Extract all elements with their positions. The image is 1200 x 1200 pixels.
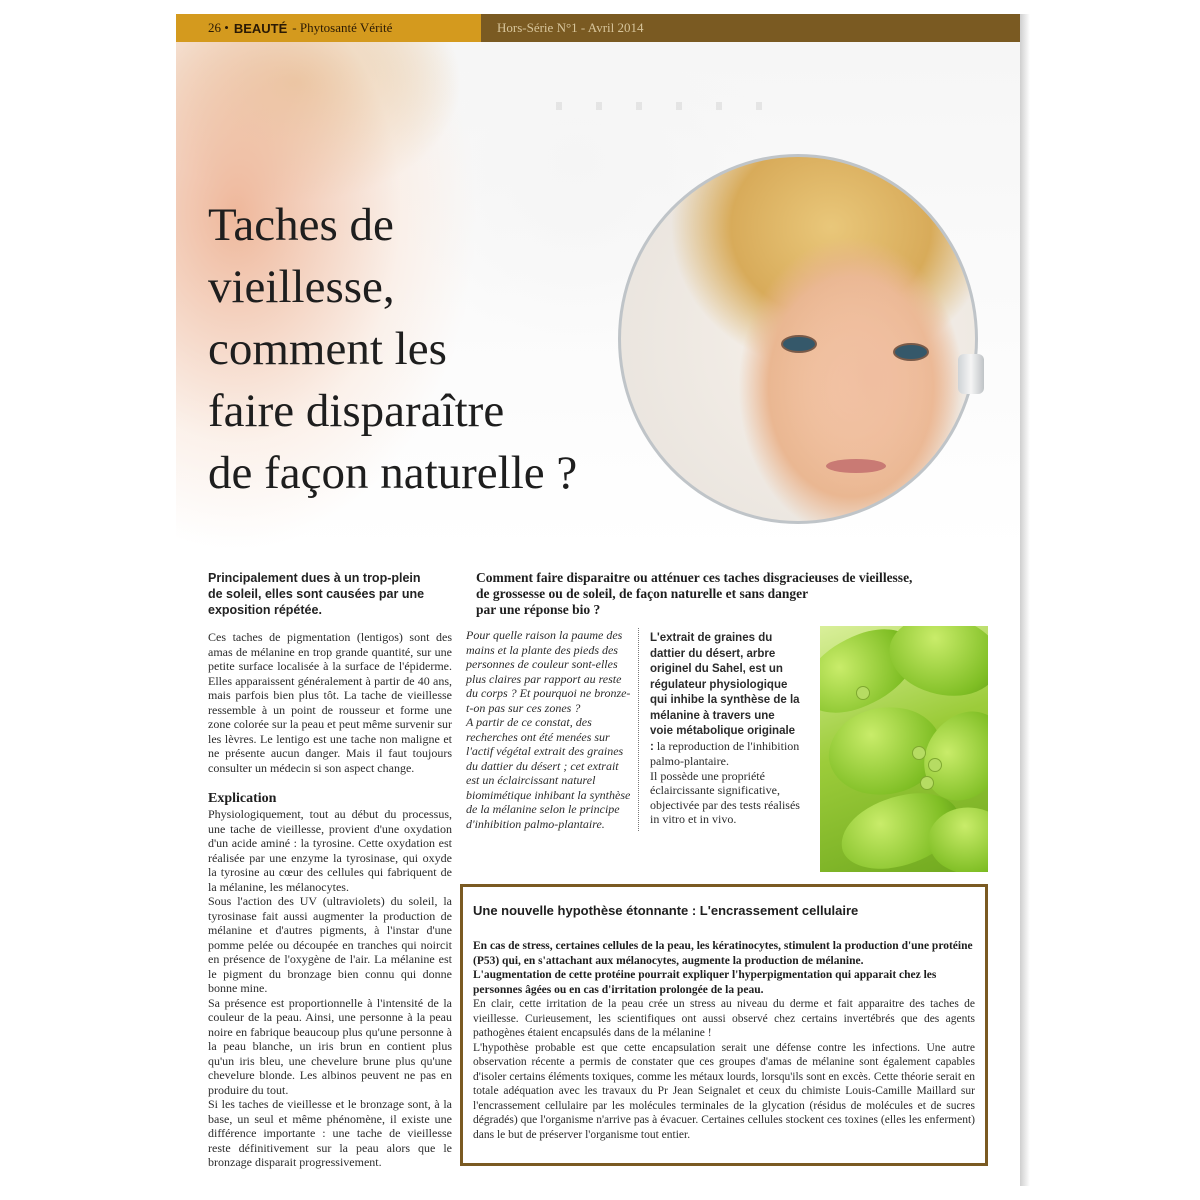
page-header: [176, 14, 1024, 42]
mirror-stand: [958, 354, 984, 394]
italic-column: [466, 628, 639, 831]
page-number: 26: [208, 20, 221, 35]
header-section: [176, 14, 481, 42]
lips-shape: [826, 459, 886, 473]
body-paragraph: Sa présence est proportionnelle à l'intensité de la couleur de la peau. Ainsi, une personne à la peau noire en fabrique beaucoup plus qu'une personne à la peau blanche, un iris brun en contient plus qu'un iris bleu, une chevelure brune plus qu'une chevelure blonde. Les albinos peuvent ne pas en produire du tout.: [208, 995, 452, 1097]
section-name: BEAUTÉ: [233, 20, 288, 36]
body-paragraph: Ces taches de pigmentation (lentigos) sont des amas de mélanine en trop grande quantité, sur une petite surface localisée à la surface de l'épiderme. Elles apparaissent généralement à partir de 40 ans, mais parfois bien plus tôt. La tache de vieillesse ressemble à un point de rousseur et forme une zone colorée sur la peau et peut même survenir sur les lèvres. Le lentigo est une tache non maligne et ne présente aucun danger. Mais il faut toujours consulter un médecin si son aspect change.: [208, 630, 452, 775]
left-column: [208, 630, 452, 1170]
background-shelf: [556, 102, 796, 110]
box-bold-paragraph: L'augmentation de cette protéine pourrait expliquer l'hyperpigmentation qui apparait chez les personnes âgées ou en cas d'irritation prolongée de la peau.: [473, 969, 937, 996]
header-bullet: •: [224, 20, 229, 35]
header-issue: [481, 14, 1024, 42]
body-paragraph: Sous l'action des UV (ultraviolets) du soleil, la tyrosinase fait aussi augmenter la production de mélanine et d'autres pigments, à l'instar d'une pomme pelée ou découpée en tranches qui noircit en présence de l'oxygène de l'air. La mélanine est le pigment du bronzage bien connu qui donne bonne mine.: [208, 894, 452, 995]
body-paragraph: Physiologiquement, tout au début du processus, une tache de vieillesse, provient d'une oxydation d'un acide aminé : la tyrosine. Cette oxydation est réalisée par une enzyme la tyrosinase, qui oxyde la tyrosine au cœur des cellules qui fabriquent de la mélanine, les mélanocytes.: [208, 807, 452, 894]
extract-column: [650, 630, 800, 827]
box-paragraph: En clair, cette irritation de la peau crée un stress au niveau du derme et fait apparaitre des taches de vieillesse. Curieusement, les scientifiques ont aussi observé chez certains invertébrés que des agents pathogènes étaient encapsulés dans de la mélanine !: [473, 998, 975, 1039]
article-title: Taches de vieillesse, comment les faire disparaître de façon naturelle ?: [208, 199, 578, 499]
extract-paragraph: Il possède une propriété éclaircissante significative, objectivée par des tests réalisés in vitro et in vivo.: [650, 768, 800, 826]
flower-bud: [920, 776, 934, 790]
sidebar-box: [460, 884, 988, 1166]
extract-rest: la reproduction de l'inhibition palmo-plantaire.: [650, 738, 800, 768]
box-paragraph: L'hypothèse probable est que cette encapsulation serait une défense contre les infections. Une autre observation récente a permis de constater que ces groupes d'amas de mélanine sont également capables d'isoler certains éléments toxiques, comme les métaux lourds, lorsqu'ils sont en excès. Cette théorie serait en totale adéquation avec les travaux du Pr Jean Seignalet et ceux du chimiste Louis-Camille Maillard sur l'encrassement cellulaire par les molécules terminales de la glycation (résidus de molécules et de sucres dégradés) que l'organisme n'arrive pas à évacuer. Certaines cellules stockent ces toxines (elles les enferment) dans le but de préserver l'organisme tout entier.: [473, 1041, 975, 1141]
question-heading: Comment faire disparaitre ou atténuer ces taches disgracieuses de vieillesse, de grossesse ou de soleil, de façon naturelle et sans danger par une réponse bio ?: [476, 570, 913, 617]
flower-bud: [912, 746, 926, 760]
issue-label: Hors-Série N°1 - Avril 2014: [497, 20, 644, 35]
box-title: Une nouvelle hypothèse étonnante : L'encrassement cellulaire: [473, 903, 859, 918]
eye-shape: [781, 335, 817, 353]
plant-photo: [820, 626, 988, 872]
magazine-page: [176, 14, 1024, 1186]
eye-shape: [893, 343, 929, 361]
italic-paragraph: Pour quelle raison la paume des mains et la plante des pieds des personnes de couleur sont-elles plus claires par rapport au reste du corps ? Et pourquoi ne bronze-t-on pas sur ces zones ?: [466, 628, 631, 715]
extract-bold: L'extrait de graines du dattier du désert, arbre originel du Sahel, est un régulateur physiologique qui inhibe la synthèse de la mélanine à travers une voie métabolique originale :: [650, 632, 800, 753]
mirror-image: [618, 154, 978, 524]
page-edge: [1020, 14, 1030, 1186]
flower-bud: [928, 758, 942, 772]
box-bold-paragraph: En cas de stress, certaines cellules de la peau, les kératinocytes, stimulent la production d'une protéine (P53) qui, en s'attachant aux mélanocytes, augmente la production de mélanine.: [473, 940, 973, 967]
italic-paragraph: A partir de ce constat, des recherches ont été menées sur l'actif végétal extrait des graines du dattier du désert ; cet extrait est un éclaircissant naturel biomimétique inhibant la synthèse de la mélanine selon le principe d'inhibition palmo-plantaire.: [466, 715, 631, 831]
section-heading: Explication: [208, 791, 277, 806]
body-paragraph: Si les taches de vieillesse et le bronzage sont, à la base, un seul et même phénomène, il existe une différence importante : une tache de vieillesse reste définitivement sur la peau alors que le bronzage disparait progressivement.: [208, 1097, 452, 1169]
flower-bud: [856, 686, 870, 700]
magazine-name: - Phytosanté Vérité: [292, 20, 393, 35]
hero-photo: [176, 42, 1024, 552]
extract-paragraph: [650, 630, 800, 769]
article-intro: Principalement dues à un trop-plein de soleil, elles sont causées par une exposition répétée.: [208, 571, 425, 617]
